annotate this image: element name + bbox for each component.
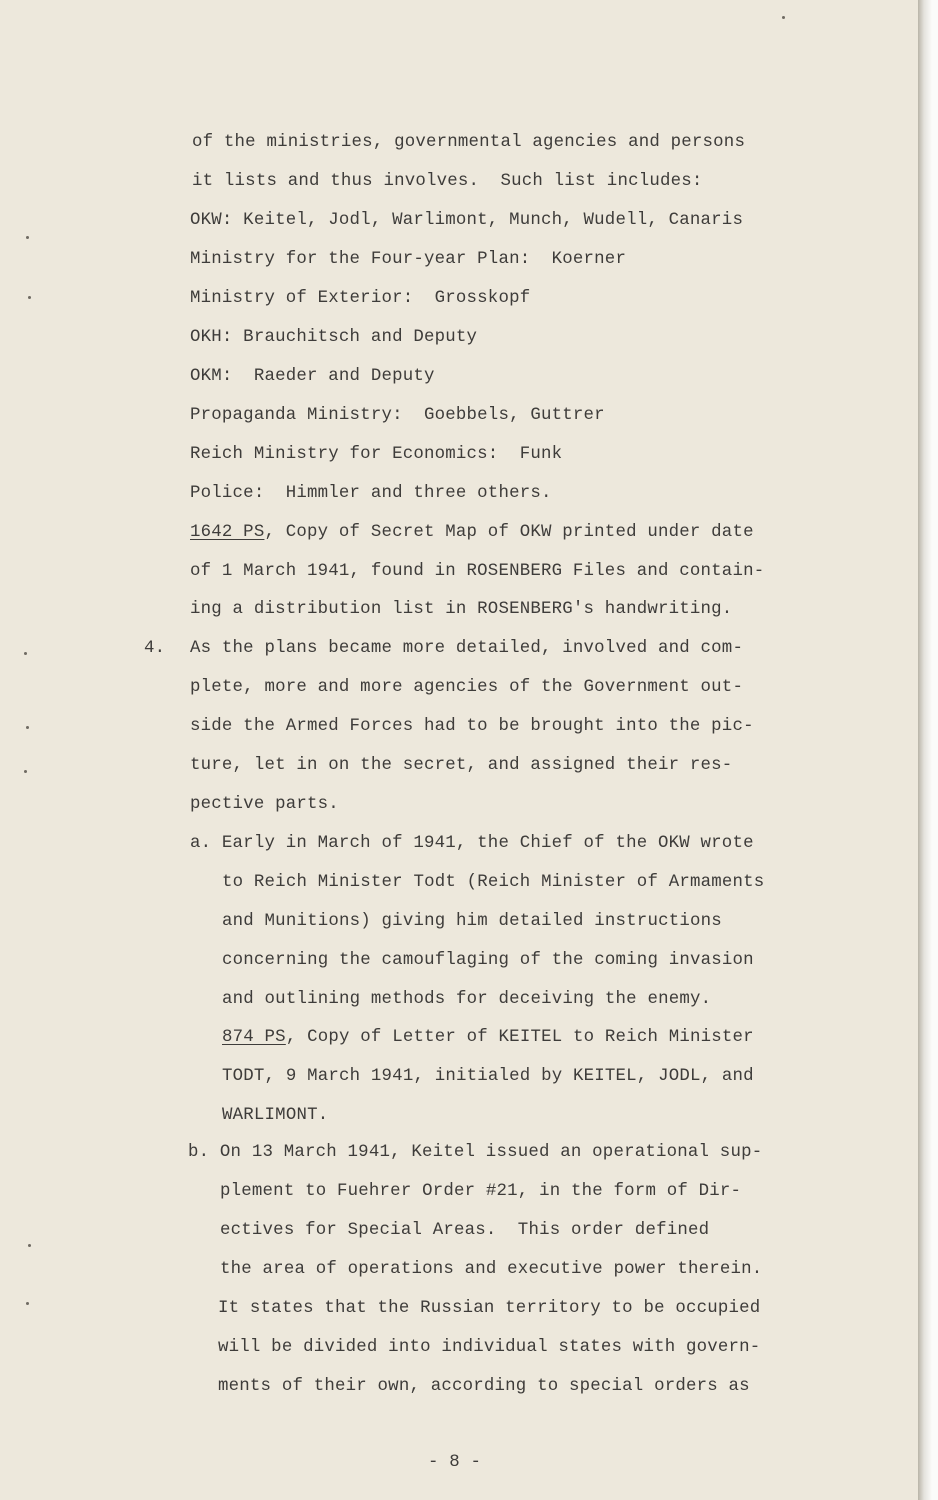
scan-speck (782, 16, 785, 19)
text-line: 874 PS, Copy of Letter of KEITEL to Reich Minister (222, 1028, 754, 1047)
scan-speck (26, 726, 29, 729)
text-line: of the ministries, governmental agencies and persons (192, 133, 746, 152)
text-line: it lists and thus involves. Such list includes: (192, 172, 703, 191)
text-line: pective parts. (190, 795, 339, 814)
text-line: Ministry of Exterior: Grosskopf (190, 289, 531, 308)
scan-speck (26, 236, 29, 239)
document-reference: 1642 PS (190, 523, 265, 542)
text-line: OKM: Raeder and Deputy (190, 367, 435, 386)
text-line: OKH: Brauchitsch and Deputy (190, 328, 478, 347)
text-line: and outlining methods for deceiving the enemy. (222, 990, 712, 1009)
text-line: As the plans became more detailed, involved and com- (190, 639, 744, 658)
text-line: OKW: Keitel, Jodl, Warlimont, Munch, Wudell, Canaris (190, 211, 744, 230)
page-number: - 8 - (428, 1453, 482, 1472)
text-line: b. On 13 March 1941, Keitel issued an operational sup- (188, 1143, 763, 1162)
scan-speck (24, 770, 27, 773)
text-line: ments of their own, according to special orders as (218, 1377, 750, 1396)
text-line: ture, let in on the secret, and assigned their res- (190, 756, 733, 775)
text-line: the area of operations and executive power therein. (220, 1260, 763, 1279)
scan-speck (28, 1244, 31, 1247)
document-reference: 874 PS (222, 1028, 286, 1047)
text-line: Reich Ministry for Economics: Funk (190, 445, 563, 464)
scan-speck (24, 652, 27, 655)
text-line: plement to Fuehrer Order #21, in the form of Dir- (220, 1182, 742, 1201)
text-line: plete, more and more agencies of the Government out- (190, 678, 744, 697)
text-line: Police: Himmler and three others. (190, 484, 552, 503)
text-line: side the Armed Forces had to be brought into the pic- (190, 717, 754, 736)
text-line: will be divided into individual states with govern- (218, 1338, 761, 1357)
text-line: ectives for Special Areas. This order defined (220, 1221, 710, 1240)
paragraph-number: 4. (144, 639, 166, 658)
text-line: of 1 March 1941, found in ROSENBERG Files and contain- (190, 562, 765, 581)
text-line: to Reich Minister Todt (Reich Minister of Armaments (222, 873, 765, 892)
page-edge-shadow (918, 0, 938, 1500)
text-line: Ministry for the Four-year Plan: Koerner (190, 250, 627, 269)
text-line: It states that the Russian territory to be occupied (218, 1299, 761, 1318)
text-line: Propaganda Ministry: Goebbels, Guttrer (190, 406, 605, 425)
text-line: a. Early in March of 1941, the Chief of the OKW wrote (190, 834, 754, 853)
text-line: ing a distribution list in ROSENBERG's handwriting. (190, 600, 733, 619)
text-line: and Munitions) giving him detailed instructions (222, 912, 722, 931)
text-line: concerning the camouflaging of the coming invasion (222, 951, 754, 970)
text-line: 1642 PS, Copy of Secret Map of OKW printed under date (190, 523, 754, 542)
scan-speck (28, 296, 31, 299)
text-line: TODT, 9 March 1941, initialed by KEITEL, JODL, and (222, 1067, 754, 1086)
scan-speck (26, 1302, 29, 1305)
text-line: WARLIMONT. (222, 1106, 329, 1125)
